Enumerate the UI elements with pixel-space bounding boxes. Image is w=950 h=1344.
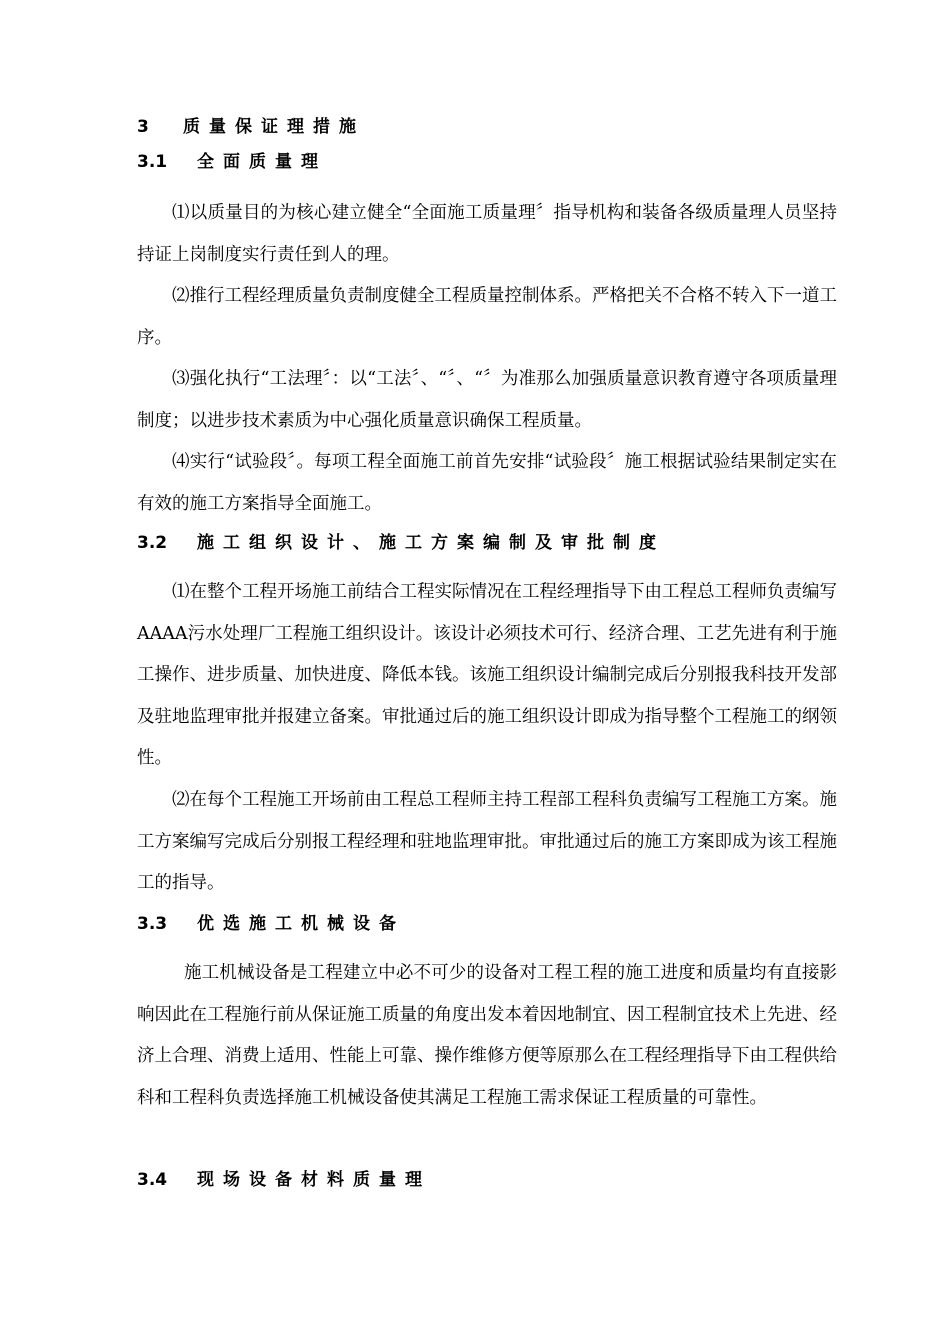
- paragraph-3-1-3: ⑶强化执行“工法理〞：以“工法〞、“〞、“〞为准那么加强质量意识教育遵守各项质量理制度；以进步技术素质为中心强化质量意识确保工程质量。: [137, 369, 837, 431]
- section-heading-3-4: [137, 1170, 431, 1190]
- section-title: 现场设备材料质量理: [197, 1170, 431, 1190]
- section-title: 施工组织设计、施工方案编制及审批制度: [197, 533, 665, 553]
- section-title: 优选施工机械设备: [197, 914, 405, 934]
- section-title: 质量保证理措施: [183, 117, 365, 137]
- paragraph-3-1-4: ⑷实行“试验段〞。每项工程全面施工前首先安排“试验段〞施工根据试验结果制定实在有效的施工方案指导全面施工。: [137, 452, 837, 514]
- paragraph-3-1-2: ⑵推行工程经理质量负责制度健全工程质量控制体系。严格把关不合格不转入下一道工序。: [137, 286, 837, 348]
- section-number: 3: [137, 117, 149, 137]
- section-heading-3-3: [137, 914, 405, 934]
- paragraph-3-1-1: ⑴以质量目的为核心建立健全“全面施工质量理〞指导机构和装备各级质量理人员坚持持证上岗制度实行责任到人的理。: [137, 203, 837, 265]
- paragraph-3-3-1: 施工机械设备是工程建立中必不可少的设备对工程工程的施工进度和质量均有直接影响因此在工程施行前从保证施工质量的角度出发本着因地制宜、因工程制宜技术上先进、经济上合理、消费上适用、性能上可靠、操作维修方便等原那么在工程经理指导下由工程供给科和工程科负责选择施工机械设备使其满足工程施工需求保证工程质量的可靠性。: [137, 963, 837, 1108]
- section-heading-3-1: [137, 152, 327, 172]
- section-title: 全面质量理: [197, 152, 327, 172]
- section-number: 3.4: [137, 1170, 168, 1190]
- section-heading-3: [137, 117, 365, 137]
- section-number: 3.1: [137, 152, 168, 172]
- section-number: 3.3: [137, 914, 168, 934]
- section-heading-3-2: [137, 533, 665, 553]
- section-number: 3.2: [137, 533, 168, 553]
- paragraph-3-2-1: ⑴在整个工程开场施工前结合工程实际情况在工程经理指导下由工程总工程师负责编写AAAA污水处理厂工程施工组织设计。该设计必须技术可行、经济合理、工艺先进有利于施工操作、进步质量、加快进度、降低本钱。该施工组织设计编制完成后分别报我科技开发部及驻地监理审批并报建立备案。审批通过后的施工组织设计即成为指导整个工程施工的纲领性。: [137, 582, 837, 768]
- paragraph-3-2-2: ⑵在每个工程施工开场前由工程总工程师主持工程部工程科负责编写工程施工方案。施工方案编写完成后分别报工程经理和驻地监理审批。审批通过后的施工方案即成为该工程施工的指导。: [137, 790, 837, 893]
